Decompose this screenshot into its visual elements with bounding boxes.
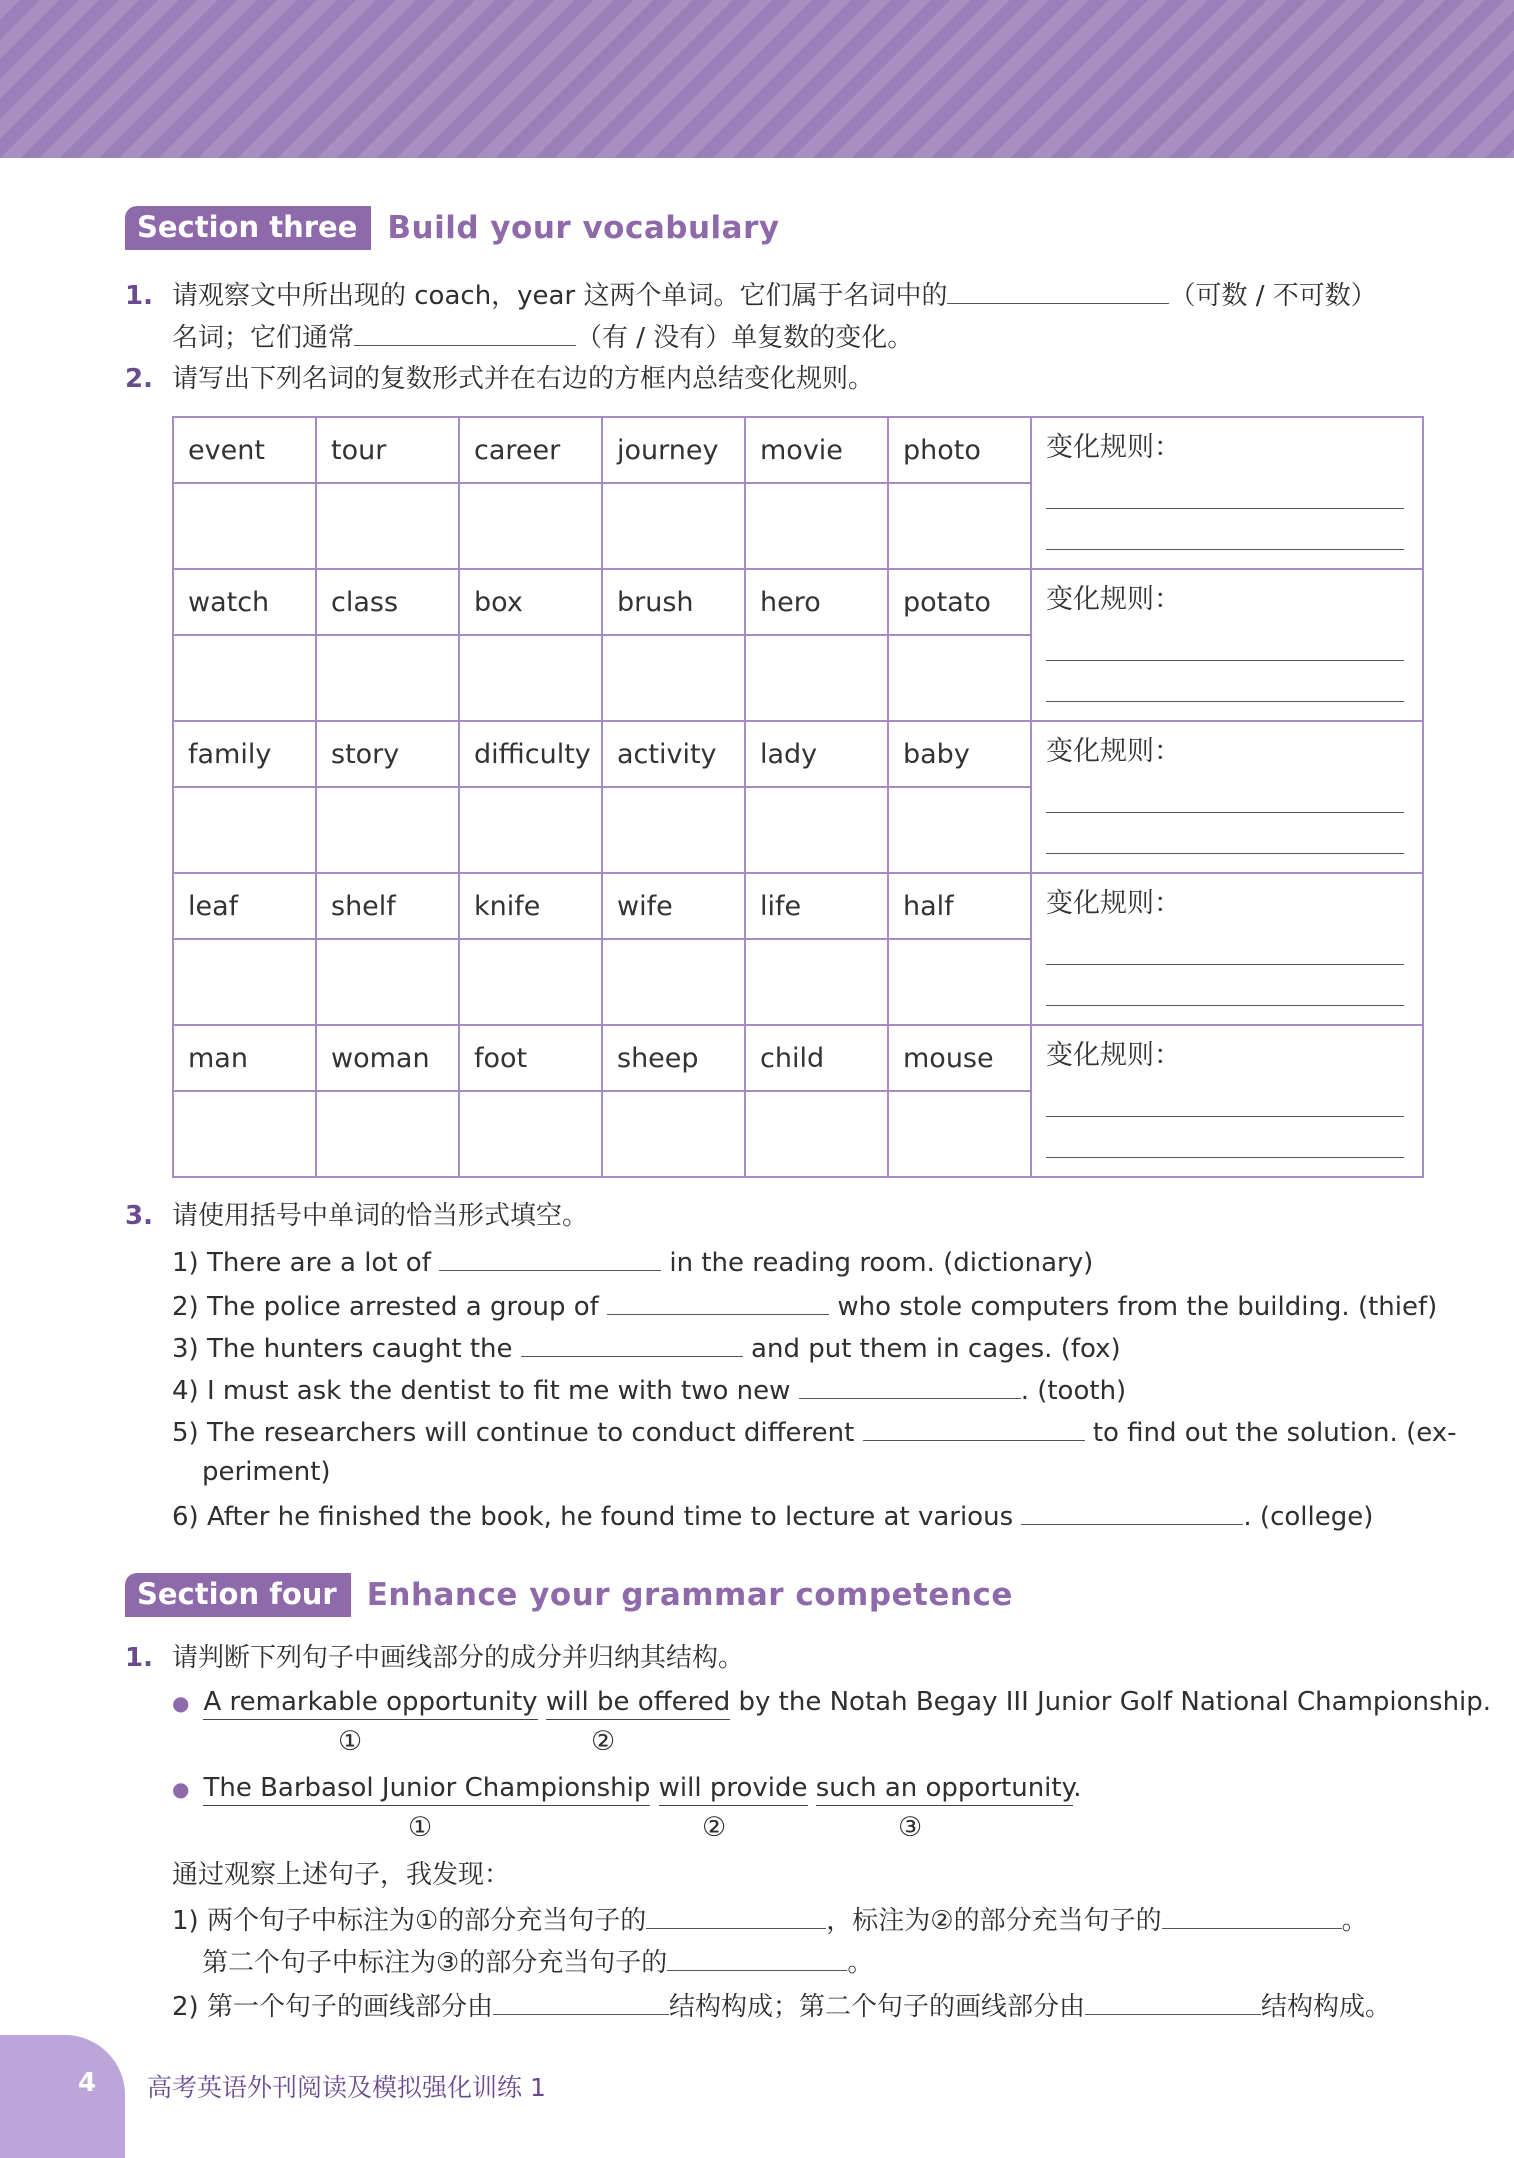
- page-number-tab: [0, 2035, 125, 2158]
- question-text: 请使用括号中单词的恰当形式填空。: [172, 1201, 589, 1231]
- rule-answer-line[interactable]: [1046, 509, 1404, 550]
- answer-cell[interactable]: [316, 939, 459, 1025]
- sentence-4: [172, 1370, 1126, 1409]
- example-sentence-1: [172, 1684, 1491, 1721]
- word-cell: hero: [745, 569, 888, 635]
- sentence-2: [172, 1286, 1437, 1325]
- word-cell: difficulty: [459, 721, 602, 787]
- word-cell: life: [745, 873, 888, 939]
- question-3: [125, 1198, 588, 1234]
- observation-text: 。: [847, 1948, 874, 1978]
- rule-cell[interactable]: [1031, 721, 1423, 873]
- answer-blank[interactable]: [1021, 1496, 1243, 1525]
- rule-label: 变化规则：: [1046, 432, 1181, 463]
- observation-text: 1) 两个句子中标注为①的部分充当句子的: [172, 1906, 647, 1936]
- word-cell: movie: [745, 417, 888, 483]
- rule-cell[interactable]: [1031, 873, 1423, 1025]
- word-row: [173, 873, 1423, 939]
- word-cell: family: [173, 721, 316, 787]
- page-number: 4: [78, 2068, 97, 2098]
- word-cell: baby: [888, 721, 1031, 787]
- rule-answer-line[interactable]: [1046, 813, 1404, 854]
- sentence-text: in the reading room. (dictionary): [669, 1248, 1094, 1278]
- answer-blank[interactable]: [354, 317, 576, 346]
- word-cell: mouse: [888, 1025, 1031, 1091]
- sentence-text: 6) After he finished the book, he found time to lecture at various: [172, 1502, 1014, 1532]
- answer-cell[interactable]: [888, 939, 1031, 1025]
- rule-cell[interactable]: [1031, 1025, 1423, 1177]
- word-cell: foot: [459, 1025, 602, 1091]
- answer-blank[interactable]: [947, 275, 1169, 304]
- example-sentence-2: [172, 1770, 1082, 1807]
- word-cell: leaf: [173, 873, 316, 939]
- answer-cell[interactable]: [602, 1091, 745, 1177]
- sentence-1: [172, 1242, 1093, 1281]
- word-cell: activity: [602, 721, 745, 787]
- word-cell: child: [745, 1025, 888, 1091]
- underlined-part-2: will provide: [659, 1773, 808, 1806]
- sentence-text: periment): [202, 1457, 331, 1487]
- answer-cell[interactable]: [459, 939, 602, 1025]
- circled-number-2: ②: [591, 1726, 616, 1757]
- answer-cell[interactable]: [745, 939, 888, 1025]
- answer-cell[interactable]: [316, 787, 459, 873]
- word-cell: career: [459, 417, 602, 483]
- sentence-5: [172, 1412, 1457, 1451]
- question-number: 3.: [125, 1201, 153, 1231]
- circled-number-1: ①: [338, 1726, 363, 1757]
- answer-blank[interactable]: [1162, 1900, 1342, 1929]
- answer-blank[interactable]: [646, 1900, 826, 1929]
- rule-cell[interactable]: [1031, 417, 1423, 569]
- answer-cell[interactable]: [316, 483, 459, 569]
- question-1-line-2: [172, 317, 913, 356]
- answer-cell[interactable]: [173, 483, 316, 569]
- question-text: 请判断下列句子中画线部分的成分并归纳其结构。: [172, 1643, 745, 1673]
- answer-cell[interactable]: [459, 635, 602, 721]
- sentence-text: who stole computers from the building. (thief): [837, 1292, 1438, 1322]
- word-cell: story: [316, 721, 459, 787]
- answer-cell[interactable]: [602, 483, 745, 569]
- rule-label: 变化规则：: [1046, 888, 1181, 919]
- rule-answer-line[interactable]: [1046, 1076, 1404, 1117]
- circled-number-1: ①: [408, 1812, 433, 1843]
- answer-cell[interactable]: [459, 483, 602, 569]
- book-title: 高考英语外刊阅读及模拟强化训练 1: [147, 2073, 546, 2102]
- answer-cell[interactable]: [173, 939, 316, 1025]
- answer-cell[interactable]: [173, 787, 316, 873]
- rule-label: 变化规则：: [1046, 584, 1181, 615]
- sentence-6: [172, 1496, 1373, 1535]
- underlined-part-3: such an opportunity: [816, 1773, 1074, 1806]
- underlined-part-1: A remarkable opportunity: [203, 1687, 537, 1720]
- question-2: [125, 361, 874, 397]
- sentence-text: to find out the solution. (ex-: [1092, 1418, 1457, 1448]
- circled-number-3: ③: [898, 1812, 923, 1843]
- answer-blank[interactable]: [493, 1986, 669, 2015]
- observation-text: 。: [1341, 1906, 1368, 1936]
- word-cell: shelf: [316, 873, 459, 939]
- sentence-text: 2) The police arrested a group of: [172, 1292, 599, 1322]
- sentence-3: [172, 1328, 1121, 1367]
- sentence-text: 3) The hunters caught the: [172, 1334, 513, 1364]
- word-cell: event: [173, 417, 316, 483]
- bullet-icon: ●: [172, 1690, 190, 1715]
- answer-blank[interactable]: [1085, 1986, 1261, 2015]
- plural-forms-table: [172, 416, 1424, 1178]
- question-text: （有 / 没有）单复数的变化。: [576, 323, 914, 353]
- answer-cell[interactable]: [173, 1091, 316, 1177]
- question-text: （可数 / 不可数）: [1169, 281, 1377, 311]
- answer-cell[interactable]: [745, 1091, 888, 1177]
- word-cell: journey: [602, 417, 745, 483]
- question-number: 2.: [125, 364, 153, 394]
- word-cell: photo: [888, 417, 1031, 483]
- header-banner: [0, 0, 1514, 158]
- word-cell: wife: [602, 873, 745, 939]
- rule-answer-line[interactable]: [1046, 661, 1404, 702]
- rule-label: 变化规则：: [1046, 1040, 1181, 1071]
- word-cell: potato: [888, 569, 1031, 635]
- answer-blank[interactable]: [607, 1286, 829, 1315]
- underlined-part-1: The Barbasol Junior Championship: [203, 1773, 650, 1806]
- answer-cell[interactable]: [888, 787, 1031, 873]
- word-cell: tour: [316, 417, 459, 483]
- answer-cell[interactable]: [602, 635, 745, 721]
- answer-cell[interactable]: [888, 483, 1031, 569]
- section-four-header: [125, 1573, 1013, 1617]
- section-three-header: [125, 206, 780, 250]
- section-three-tag: Section three: [125, 206, 371, 250]
- sentence-text: 1) There are a lot of: [172, 1248, 431, 1278]
- question-1-line-1: [125, 275, 1377, 314]
- word-cell: half: [888, 873, 1031, 939]
- question-number: 1.: [125, 281, 153, 311]
- word-cell: woman: [316, 1025, 459, 1091]
- rule-answer-line[interactable]: [1046, 924, 1404, 965]
- circled-number-2: ②: [702, 1812, 727, 1843]
- answer-cell[interactable]: [459, 787, 602, 873]
- answer-cell[interactable]: [602, 939, 745, 1025]
- answer-cell[interactable]: [316, 635, 459, 721]
- sentence-text: .: [1073, 1773, 1082, 1803]
- answer-blank[interactable]: [667, 1942, 847, 1971]
- rule-answer-line[interactable]: [1046, 772, 1404, 813]
- word-cell: man: [173, 1025, 316, 1091]
- answer-cell[interactable]: [888, 1091, 1031, 1177]
- word-cell: sheep: [602, 1025, 745, 1091]
- sentence-text: by the Notah Begay III Junior Golf National Championship.: [730, 1687, 1492, 1717]
- answer-blank[interactable]: [439, 1242, 661, 1271]
- rule-answer-line[interactable]: [1046, 965, 1404, 1006]
- word-row: [173, 721, 1423, 787]
- observation-1: [172, 1900, 1368, 1939]
- observation-2: [172, 1986, 1391, 2025]
- section-three-title: Build your vocabulary: [387, 210, 780, 246]
- answer-blank[interactable]: [799, 1370, 1021, 1399]
- word-cell: brush: [602, 569, 745, 635]
- section-four-title: Enhance your grammar competence: [366, 1577, 1013, 1613]
- sentence-5-continued: [202, 1454, 331, 1490]
- word-row: [173, 1025, 1423, 1091]
- answer-blank[interactable]: [521, 1328, 743, 1357]
- answer-cell[interactable]: [745, 787, 888, 873]
- rule-answer-line[interactable]: [1046, 620, 1404, 661]
- observation-text: 第二个句子中标注为③的部分充当句子的: [202, 1948, 668, 1978]
- observation-text: 结构构成。: [1260, 1992, 1391, 2022]
- rule-cell[interactable]: [1031, 569, 1423, 721]
- bullet-icon: ●: [172, 1776, 190, 1801]
- answer-cell[interactable]: [745, 635, 888, 721]
- word-cell: watch: [173, 569, 316, 635]
- answer-cell[interactable]: [173, 635, 316, 721]
- sentence-text: and put them in cages. (fox): [751, 1334, 1121, 1364]
- word-cell: knife: [459, 873, 602, 939]
- sentence-text: . (college): [1243, 1502, 1374, 1532]
- rule-label: 变化规则：: [1046, 736, 1181, 767]
- question-text: 请写出下列名词的复数形式并在右边的方框内总结变化规则。: [172, 364, 875, 394]
- sentence-text: . (tooth): [1020, 1376, 1127, 1406]
- sentence-text: 5) The researchers will continue to conduct different: [172, 1418, 855, 1448]
- word-row: [173, 417, 1423, 483]
- question-text: 请观察文中所出现的 coach，year 这两个单词。它们属于名词中的: [172, 281, 948, 311]
- observation-text: ，标注为②的部分充当句子的: [826, 1906, 1162, 1936]
- question-text: 名词；它们通常: [172, 323, 355, 353]
- rule-answer-line[interactable]: [1046, 1117, 1404, 1158]
- answer-cell[interactable]: [316, 1091, 459, 1177]
- answer-blank[interactable]: [863, 1412, 1085, 1441]
- answer-cell[interactable]: [602, 787, 745, 873]
- rule-answer-line[interactable]: [1046, 468, 1404, 509]
- sentence-text: 4) I must ask the dentist to fit me with two new: [172, 1376, 791, 1406]
- underlined-part-2: will be offered: [546, 1687, 730, 1720]
- observation-text: 通过观察上述句子，我发现：: [172, 1860, 511, 1890]
- word-cell: box: [459, 569, 602, 635]
- answer-cell[interactable]: [459, 1091, 602, 1177]
- observation-text: 结构构成；第二个句子的画线部分由: [668, 1992, 1085, 2022]
- observation-text: 2) 第一个句子的画线部分由: [172, 1992, 493, 2022]
- answer-cell[interactable]: [888, 635, 1031, 721]
- word-cell: lady: [745, 721, 888, 787]
- section-four-tag: Section four: [125, 1573, 351, 1617]
- observation-intro: [172, 1857, 510, 1893]
- question-number: 1.: [125, 1643, 153, 1673]
- word-row: [173, 569, 1423, 635]
- grammar-question-1: [125, 1640, 744, 1676]
- word-cell: class: [316, 569, 459, 635]
- observation-1-continued: [202, 1942, 873, 1981]
- answer-cell[interactable]: [745, 483, 888, 569]
